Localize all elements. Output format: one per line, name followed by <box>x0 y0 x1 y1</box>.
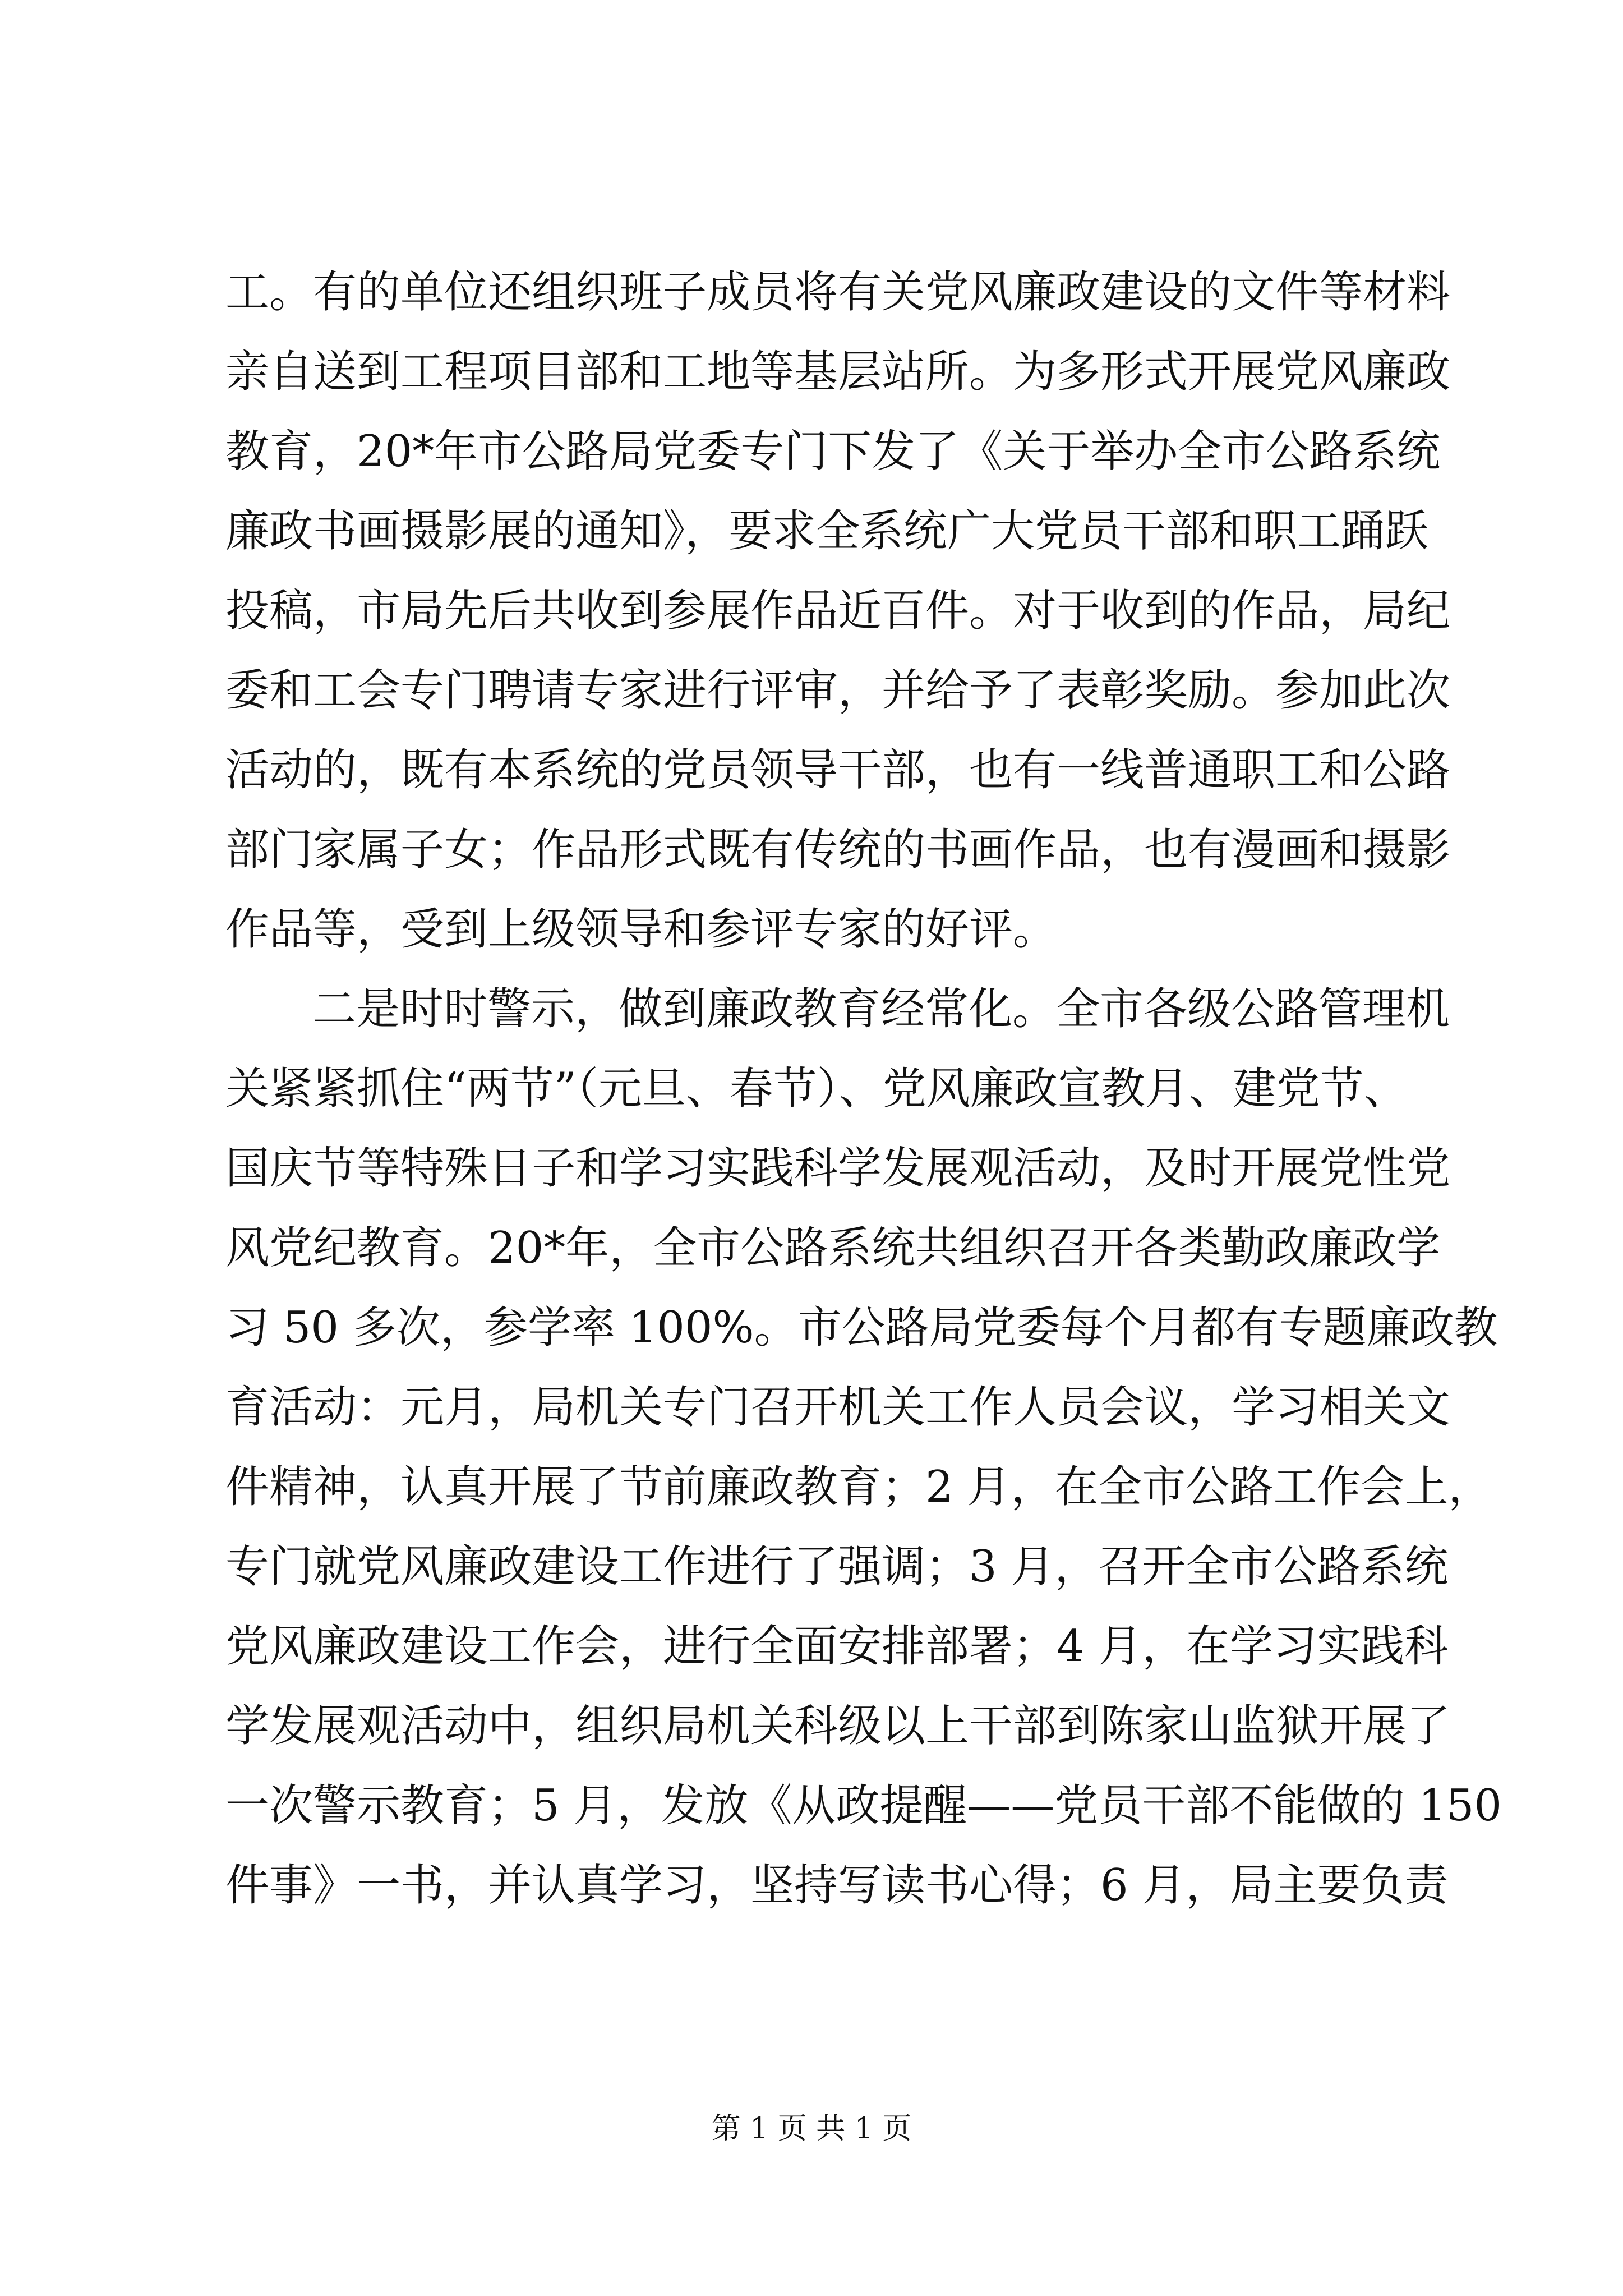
text-line: 教育，20*年市公路局党委专门下发了《关于举办全市公路系统 <box>225 426 1441 477</box>
text-line: 部门家属子女；作品形式既有传统的书画作品，也有漫画和摄影 <box>225 825 1451 875</box>
text-line: 亲自送到工程项目部和工地等基层站所。为多形式开展党风廉政 <box>225 347 1451 397</box>
text-line: 专门就党风廉政建设工作进行了强调；3 月，召开全市公路系统 <box>225 1542 1449 1592</box>
text-line: 件精神，认真开展了节前廉政教育；2 月，在全市公路工作会上， <box>225 1462 1492 1512</box>
text-line: 风党纪教育。20*年，全市公路系统共组织召开各类勤政廉政学 <box>225 1223 1441 1273</box>
text-line: 国庆节等特殊日子和学习实践科学发展观活动，及时开展党性党 <box>225 1143 1451 1194</box>
text-line: 关紧紧抓住“两节”（元旦、春节）、党风廉政宣教月、建党节、 <box>225 1064 1408 1114</box>
paragraph-first-line: 二是时时警示，做到廉政教育经常化。全市各级公路管理机 <box>312 984 1450 1034</box>
document-body <box>225 252 1502 1925</box>
text-line: 廉政书画摄影展的通知》，要求全系统广大党员干部和职工踊跃 <box>225 506 1429 556</box>
text-line: 一次警示教育；5 月，发放《从政提醒——党员干部不能做的 150 <box>225 1780 1502 1831</box>
text-line: 活动的，既有本系统的党员领导干部，也有一线普通职工和公路 <box>225 745 1451 795</box>
text-line: 投稿，市局先后共收到参展作品近百件。对于收到的作品，局纪 <box>225 586 1451 636</box>
text-line: 件事》一书，并认真学习，坚持写读书心得；6 月，局主要负责 <box>225 1860 1449 1911</box>
text-line: 育活动：元月，局机关专门召开机关工作人员会议，学习相关文 <box>225 1382 1451 1433</box>
text-line: 工。有的单位还组织班子成员将有关党风廉政建设的文件等材料 <box>225 267 1451 318</box>
text-line: 党风廉政建设工作会，进行全面安排部署；4 月，在学习实践科 <box>225 1621 1449 1672</box>
text-line: 委和工会专门聘请专家进行评审，并给予了表彰奖励。参加此次 <box>225 665 1451 716</box>
page-number-label: 第 1 页 共 1 页 <box>711 2112 912 2146</box>
text-line: 学发展观活动中，组织局机关科级以上干部到陈家山监狱开展了 <box>225 1701 1451 1751</box>
text-line: 习 50 多次，参学率 100%。市公路局党委每个月都有专题廉政教 <box>225 1303 1498 1353</box>
text-line: 作品等，受到上级领导和参评专家的好评。 <box>225 904 1057 955</box>
page-footer <box>0 2109 1623 2148</box>
